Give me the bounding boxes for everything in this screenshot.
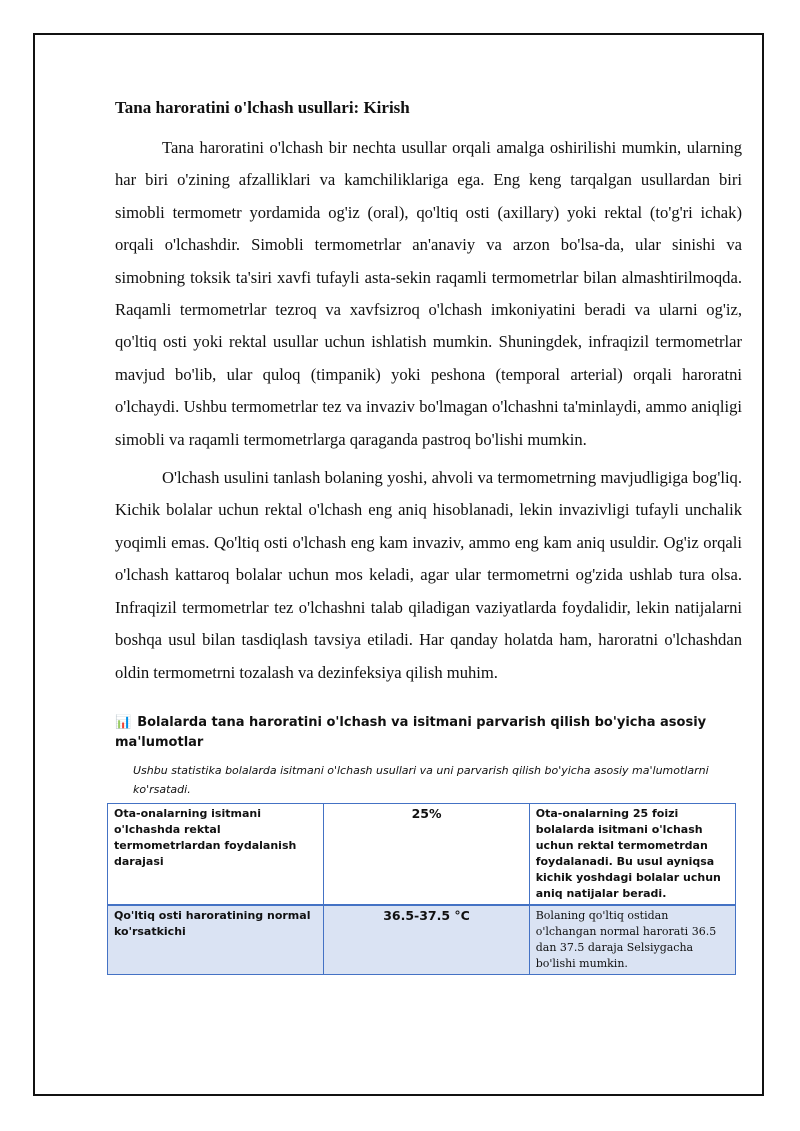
document-body bbox=[115, 98, 742, 975]
table-row bbox=[108, 905, 736, 975]
chart-icon: 📊 bbox=[115, 714, 132, 730]
stats-description: Ushbu statistika bolalarda isitmani o'lchash usullari va uni parvarish qilish bo'yicha asosiy ma'lumotlarni ko'rsatadi. bbox=[133, 763, 709, 796]
stats-title bbox=[115, 713, 715, 753]
table-row bbox=[108, 803, 736, 905]
row-value: 36.5-37.5 °C bbox=[324, 905, 529, 975]
section-heading: Tana haroratini o'lchash usullari: Kirish bbox=[115, 98, 410, 117]
row-value: 25% bbox=[324, 803, 529, 905]
row-label: Qo'ltiq osti haroratining normal ko'rsatkichi bbox=[108, 905, 324, 975]
paragraph-1: Tana haroratini o'lchash bir nechta usullar orqali amalga oshirilishi mumkin, ularning har biri o'zining afzalliklari va kamchiliklariga ega. Eng keng tarqalgan usullardan biri simobli termometr yordamida og'iz (oral), qo'ltiq osti (axillary) yoki rektal (to'g'ri ichak) orqali o'lchashdir. Simobli termometrlar an'anaviy va arzon bo'lsa-da, ular sinishi va simobning toksik ta'siri xavfi tufayli asta-sekin raqamli termometrlar bilan almashtirilmoqda. Raqamli termometrlar tezroq va xavfsizroq o'lchash imkoniyatini beradi va ularni og'iz, qo'ltiq osti yoki rektal usullar uchun ishlatish mumkin. Shuningdek, infraqizil termometrlar mavjud bo'lib, ular quloq (timpanik) yoki peshona (temporal arterial) orqali haroratni o'lchaydi. Ushbu termometrlar tez va invaziv bo'lmagan o'lchashni ta'minlaydi, ammo aniqligi simobli va raqamli termometrlarga qaraganda pastroq bo'lishi mumkin. bbox=[115, 138, 742, 449]
stats-title-text: Bolalarda tana haroratini o'lchash va isitmani parvarish qilish bo'yicha asosiy ma'lumotlar bbox=[115, 714, 707, 750]
row-note: Bolaning qo'ltiq ostidan o'lchangan normal harorati 36.5 dan 37.5 daraja Selsiygacha bo'lishi mumkin. bbox=[529, 905, 735, 975]
row-label: Ota-onalarning isitmani o'lchashda rektal termometrlardan foydalanish darajasi bbox=[108, 803, 324, 905]
paragraph-2: O'lchash usulini tanlash bolaning yoshi, ahvoli va termometrning mavjudligiga bog'liq. Kichik bolalar uchun rektal o'lchash eng aniq hisoblanadi, lekin invazivligi tufayli unchalik yoqimli emas. Qo'ltiq osti o'lchash eng kam invaziv, ammo eng kam aniq usuldir. Og'iz orqali o'lchash kattaroq bolalar uchun mos keladi, agar ular termometrni og'zida ushlab tura olsa. Infraqizil termometrlar tez o'lchashni talab qiladigan vaziyatlarda foydalidir, lekin natijalarni boshqa usul bilan tasdiqlash tavsiya etiladi. Har qanday holatda ham, haroratni o'lchashdan oldin termometrni tozalash va dezinfeksiya qilish muhim. bbox=[115, 468, 742, 682]
row-note: Ota-onalarning 25 foizi bolalarda isitmani o'lchash uchun rektal termometrdan foydalanadi. Bu usul ayniqsa kichik yoshdagi bolalar uchun aniq natijalar beradi. bbox=[529, 803, 735, 905]
stats-table bbox=[107, 803, 736, 975]
